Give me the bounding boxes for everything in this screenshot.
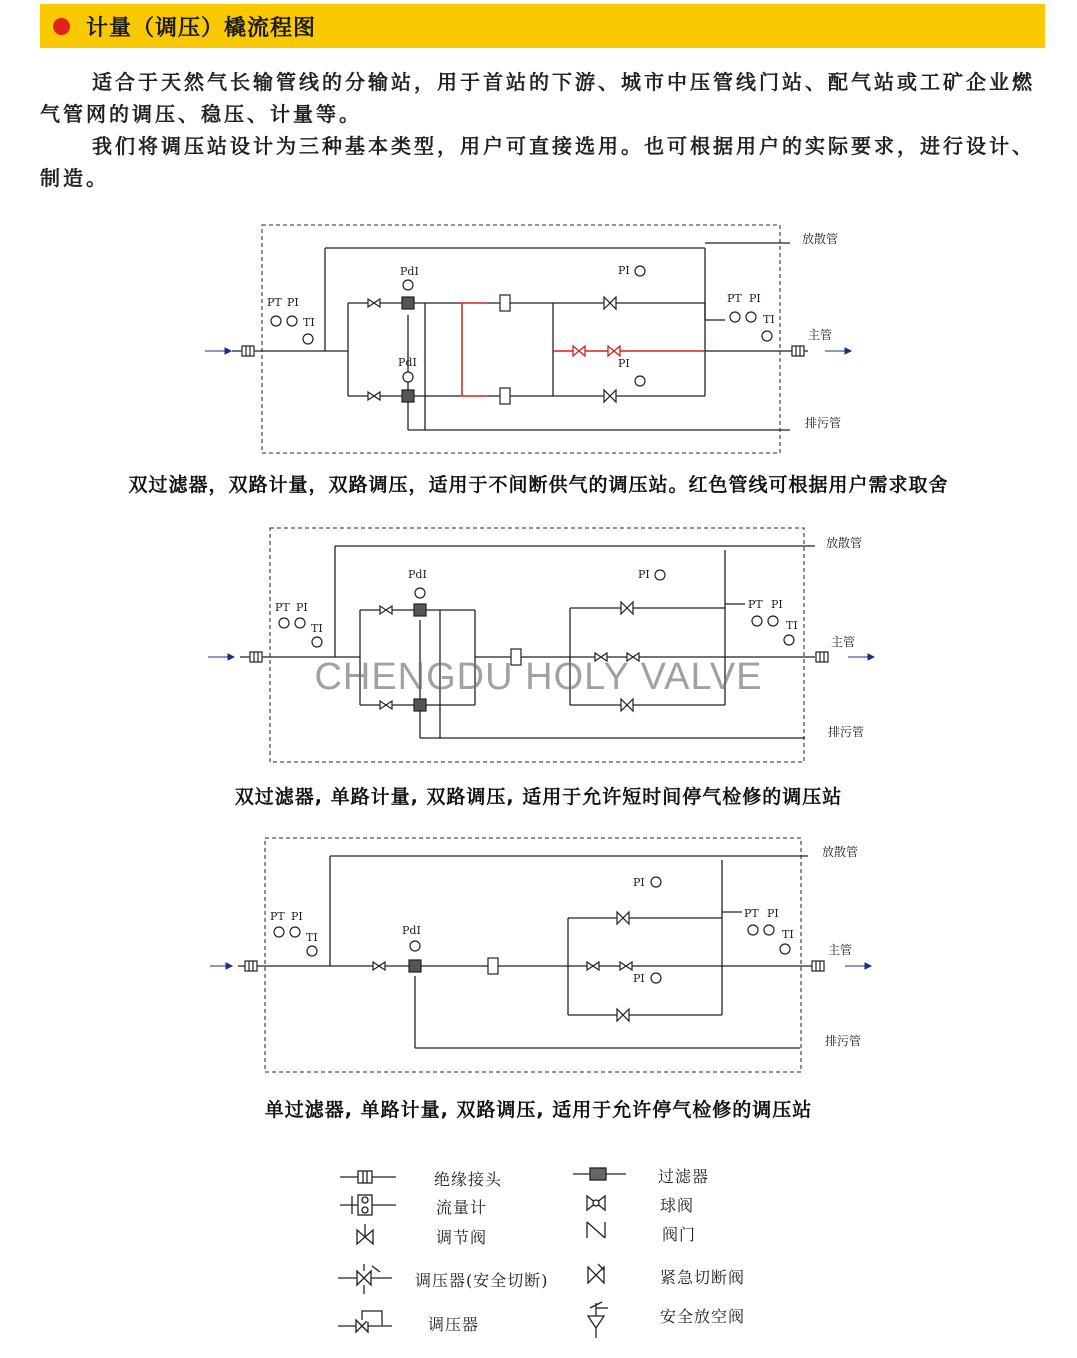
pt-label: PT <box>270 910 285 923</box>
emergency-shutoff-icon <box>588 1264 604 1283</box>
drain-pipe-label: 排污管 <box>825 1034 862 1048</box>
main-pipe-label: 主管 <box>828 943 853 957</box>
pdi-label: PdI <box>400 265 419 278</box>
pi-label: PI <box>767 907 779 920</box>
ti-label: TI <box>782 928 794 941</box>
skid-boundary <box>270 528 804 762</box>
flow-diagram-3 <box>0 830 1077 1080</box>
intro-text <box>40 66 1040 194</box>
legend-label-ball-valve: 球阀 <box>660 1196 695 1215</box>
main-pipe-label: 主管 <box>808 328 833 342</box>
ti-label: TI <box>303 316 315 329</box>
legend-label-insulating-joint: 绝缘接头 <box>434 1170 503 1189</box>
flow-meter-icon <box>340 1195 396 1215</box>
caption-diagram-2: 双过滤器, 单路计量, 双路调压, 适用于允许短时间停气检修的调压站 <box>234 786 843 808</box>
pi-label: PI <box>291 910 303 923</box>
vent-pipe-label: 放散管 <box>802 232 839 246</box>
pdi-label: PdI <box>402 924 421 937</box>
control-valve-icon <box>357 1224 373 1244</box>
skid-boundary <box>262 225 780 453</box>
pi-label: PI <box>633 876 645 889</box>
caption-diagram-1: 双过滤器，双路计量，双路调压，适用于不间断供气的调压站。红色管线可根据用户需求取舍 <box>128 474 949 496</box>
safety-relief-icon <box>588 1302 608 1338</box>
pdi-label: PdI <box>398 356 417 369</box>
legend-label-gate-valve: 阀门 <box>662 1225 697 1244</box>
caption-diagram-3: 单过滤器, 单路计量, 双路调压, 适用于允许停气检修的调压站 <box>264 1099 813 1121</box>
legend-label-flow-meter: 流量计 <box>436 1198 488 1217</box>
intro-paragraph-1: 适合于天然气长输管线的分输站，用于首站的下游、城市中压管线门站、配气站或工矿企业燃气管网的调压、稳压、计量等。 <box>40 70 1035 126</box>
ball-valve-icon <box>587 1196 605 1210</box>
page-title: 计量（调压）橇流程图 <box>86 16 317 41</box>
filter-icon <box>573 1168 626 1180</box>
pt-label: PT <box>275 601 290 614</box>
pt-label: PT <box>727 292 742 305</box>
pt-label: PT <box>267 296 282 309</box>
drain-pipe-label: 排污管 <box>828 725 865 739</box>
pi-label: PI <box>638 568 650 581</box>
skid-boundary <box>265 838 801 1072</box>
ti-label: TI <box>306 931 318 944</box>
regulator-safety-icon <box>338 1264 392 1294</box>
legend-label-regulator: 调压器 <box>428 1315 480 1334</box>
pi-label: PI <box>771 598 783 611</box>
pdi-label: PdI <box>408 568 427 581</box>
ti-label: TI <box>763 313 775 326</box>
title-bar <box>40 4 1045 48</box>
pt-label: PT <box>748 598 763 611</box>
pt-label: PT <box>744 907 759 920</box>
legend-label-emergency-shutoff: 紧急切断阀 <box>660 1268 746 1287</box>
legend-symbols <box>0 1160 1077 1350</box>
legend-label-filter: 过滤器 <box>658 1167 710 1186</box>
insulating-joint-icon <box>340 1171 396 1183</box>
pi-label: PI <box>618 264 630 277</box>
vent-pipe-label: 放散管 <box>826 536 863 550</box>
bullet-dot-icon <box>53 18 70 35</box>
drain-pipe-label: 排污管 <box>805 416 842 430</box>
main-pipe-label: 主管 <box>831 635 856 649</box>
legend-label-control-valve: 调节阀 <box>436 1228 488 1247</box>
flow-diagram-2 <box>0 520 1077 770</box>
regulator-icon <box>338 1311 392 1332</box>
legend-label-regulator-safety: 调压器(安全切断) <box>415 1271 549 1290</box>
ti-label: TI <box>311 622 323 635</box>
flow-diagram-1 <box>0 215 1077 465</box>
watermark: CHENGDU HOLY VALVE <box>314 656 763 698</box>
pi-label: PI <box>618 357 630 370</box>
vent-pipe-label: 放散管 <box>822 845 859 859</box>
pi-label: PI <box>749 292 761 305</box>
pi-label: PI <box>296 601 308 614</box>
intro-paragraph-2: 我们将调压站设计为三种基本类型，用户可直接选用。也可根据用户的实际要求，进行设计、制造。 <box>40 134 1035 190</box>
gate-valve-icon <box>587 1222 605 1238</box>
legend-label-safety-relief: 安全放空阀 <box>660 1307 746 1326</box>
pi-label: PI <box>633 972 645 985</box>
ti-label: TI <box>786 619 798 632</box>
pi-label: PI <box>287 296 299 309</box>
